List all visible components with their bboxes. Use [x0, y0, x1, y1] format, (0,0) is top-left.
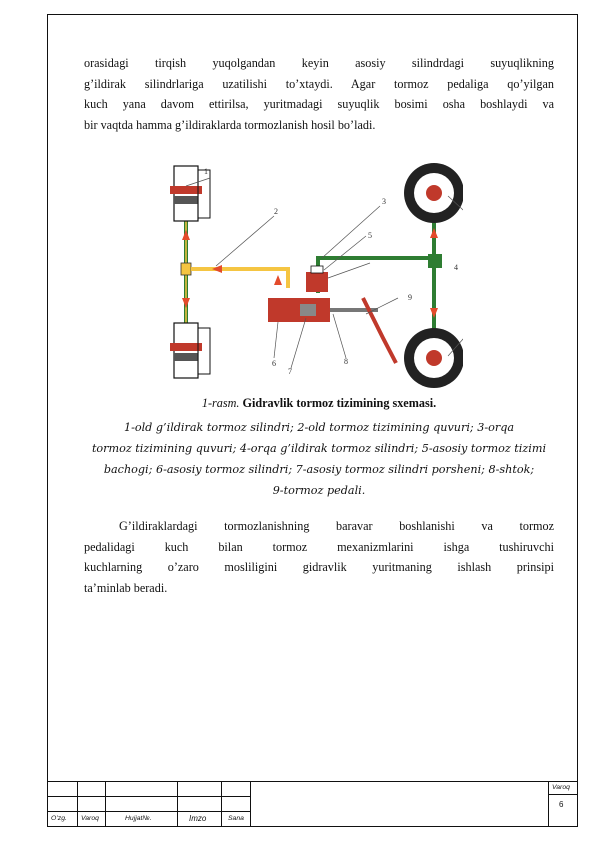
paragraph-1-line: g’ildirak silindrlariga uzatilishi to’xtaydi. Agar tormoz pedaliga qo’yilgan	[84, 76, 554, 91]
paragraph-1-line: bir vaqtda hamma g’ildiraklarda tormozlanish hosil bo’ladi.	[84, 117, 376, 132]
sheet-label: Varoq	[552, 784, 570, 791]
hydraulic-brake-diagram	[128, 158, 463, 390]
front-tee	[181, 263, 191, 275]
diagram-label-2: 2	[274, 207, 278, 216]
figure-number: 1-rasm.	[201, 396, 240, 410]
diagram-label-7: 7	[288, 367, 292, 376]
col-varoq: Varoq	[81, 815, 99, 822]
rear-tee	[428, 254, 442, 268]
figure-caption	[84, 396, 554, 411]
figure-title: Gidravlik tormoz tizimining sxemasi.	[242, 396, 437, 410]
master-cylinder	[268, 298, 330, 322]
reservoir	[306, 272, 328, 292]
front-brake-pipe	[191, 269, 288, 288]
col-sana: Sana	[228, 815, 244, 822]
diagram-label-1: 1	[204, 167, 208, 176]
paragraph-1-line: orasidagi tirqish yuqolgandan keyin asosiy silindrdagi suyuqlikning	[84, 56, 554, 70]
diagram-label-3: 3	[382, 197, 386, 206]
legend-line: bachogi; 6-asosiy tormoz silindri; 7-asosiy tormoz silindri porsheni; 8-shtok;	[103, 463, 535, 476]
paragraph-2-line: G’ildiraklardagi tormozlanishning baravar boshlanishi va tormoz	[119, 519, 554, 533]
paragraph-1	[84, 53, 554, 135]
diagram-label-9: 9	[408, 293, 412, 302]
brake-pedal	[363, 298, 396, 363]
diagram-label-6: 6	[272, 359, 276, 368]
figure-legend	[84, 417, 554, 501]
legend-line: 9-tormoz pedali.	[272, 484, 366, 497]
col-imzo: Imzo	[189, 814, 207, 823]
col-hujjat: Hujjat№.	[125, 815, 152, 822]
rear-wheel-bottom	[404, 328, 463, 388]
paragraph-2	[84, 516, 554, 598]
rear-wheel-top	[404, 163, 463, 223]
sheet-number: 6	[559, 800, 564, 809]
paragraph-2-line: kuchlarning o’zaro mosliligini gidravlik yuritmaning ishlash prinsipi	[84, 560, 554, 575]
paragraph-2-line: ta’minlab beradi.	[84, 580, 168, 595]
title-block	[47, 781, 578, 827]
legend-line: tormoz tizimining quvuri; 4-orqa g’ildirak tormoz silindri; 5-asosiy tormoz tizimi	[91, 442, 547, 455]
paragraph-1-line: kuch yana davom ettirilsa, yuritmadagi suyuqlik bosimi osha boshlaydi va	[84, 97, 554, 112]
diagram-label-5: 5	[368, 231, 372, 240]
legend-line: 1-old g’ildirak tormoz silindri; 2-old tormoz tizimining quvuri; 3-orqa	[123, 421, 515, 434]
diagram-label-4: 4	[454, 263, 458, 272]
paragraph-2-line: pedalidagi kuch bilan tormoz mexanizmlarini ishga tushiruvchi	[84, 539, 554, 554]
front-wheel-bottom	[170, 323, 210, 378]
col-ozg: O’zg.	[51, 815, 67, 822]
diagram-label-8: 8	[344, 357, 348, 366]
